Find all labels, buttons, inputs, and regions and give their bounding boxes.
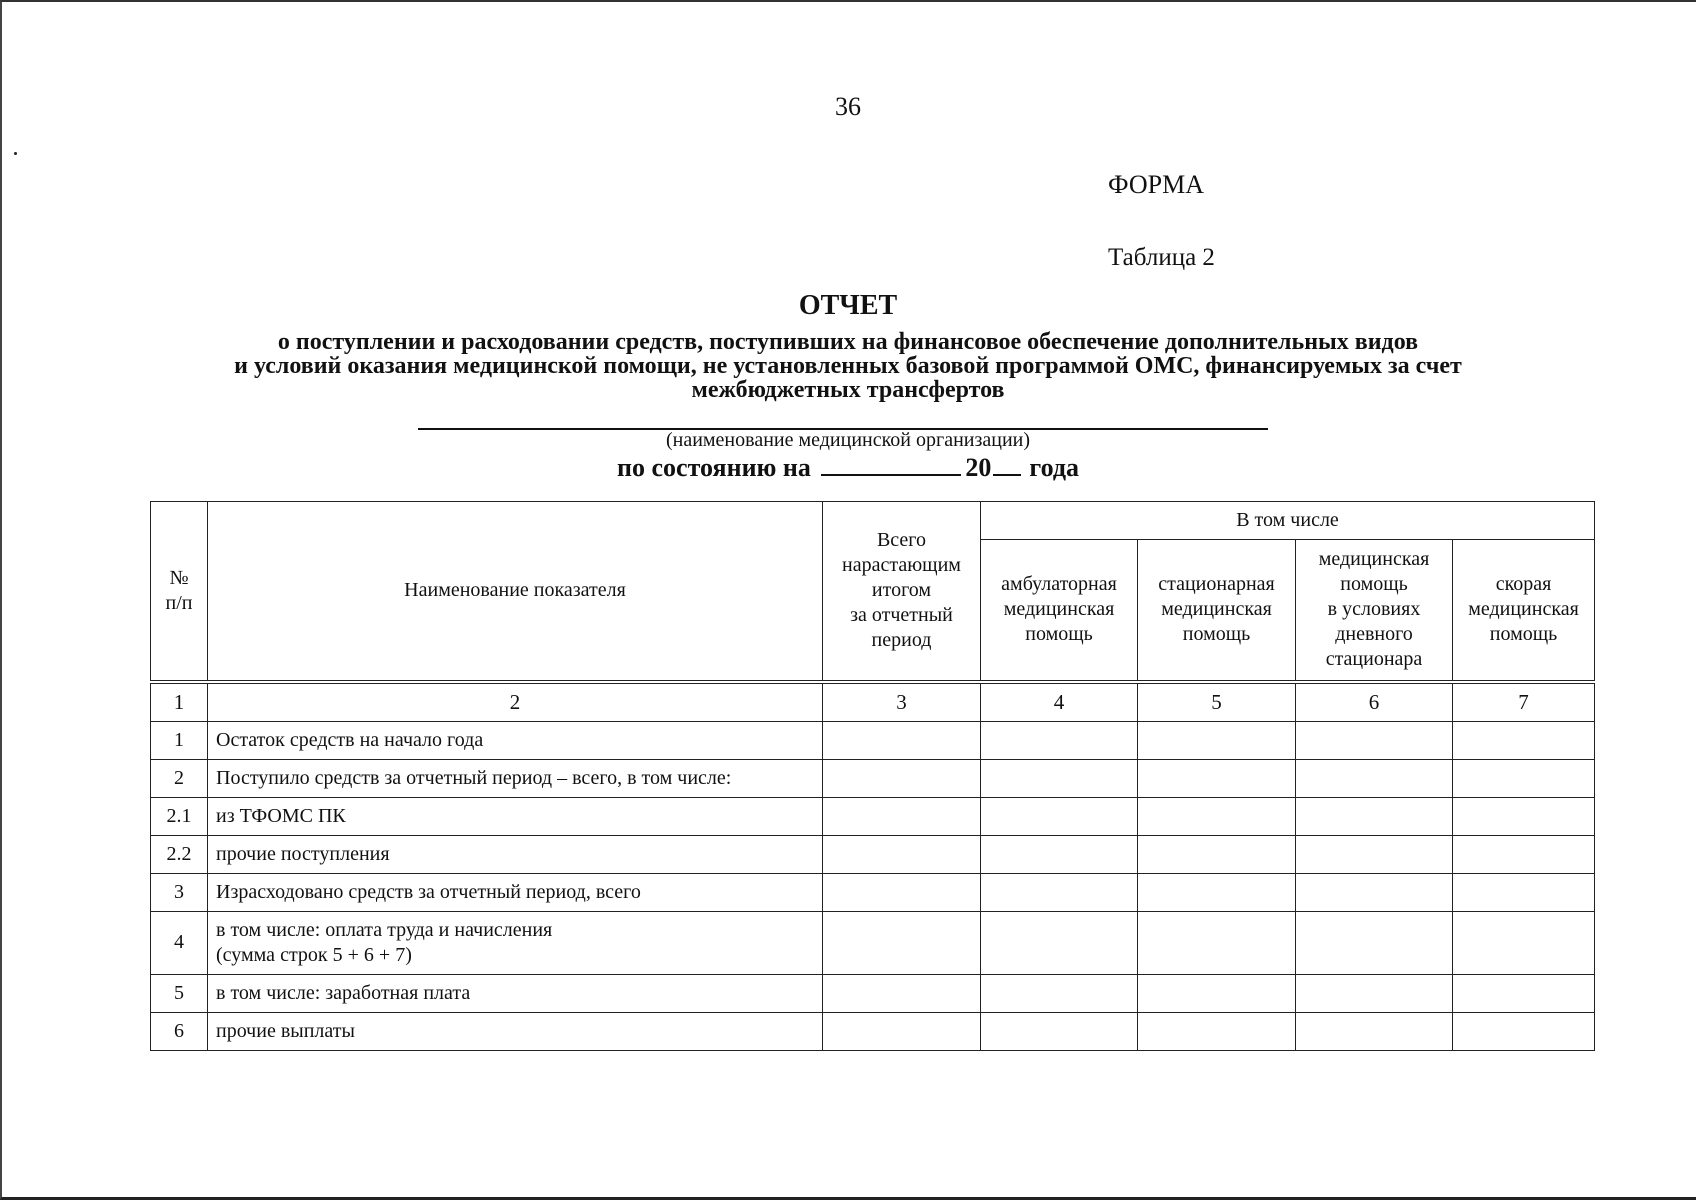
table-row: [151, 1012, 1595, 1050]
value-cell[interactable]: [823, 835, 981, 873]
table-row: [151, 974, 1595, 1012]
value-cell[interactable]: [981, 797, 1138, 835]
value-cell[interactable]: [981, 759, 1138, 797]
table-row: [151, 721, 1595, 759]
value-cell[interactable]: [1453, 1012, 1595, 1050]
row-number: 6: [151, 1012, 208, 1050]
value-cell[interactable]: [823, 1012, 981, 1050]
header-inpatient: стационарная медицинская помощь: [1138, 540, 1296, 682]
value-cell[interactable]: [1453, 797, 1595, 835]
value-cell[interactable]: [1296, 797, 1453, 835]
as-of-prefix: по состоянию на: [617, 453, 811, 482]
page-number: 36: [835, 92, 861, 121]
column-number-row: [151, 682, 1595, 722]
value-cell[interactable]: [1296, 1012, 1453, 1050]
value-cell[interactable]: [1453, 974, 1595, 1012]
scan-speck: [14, 152, 17, 155]
header-day-hospital: медицинская помощь в условиях дневного стационара: [1296, 540, 1453, 682]
table-row: [151, 873, 1595, 911]
column-number: 7: [1453, 682, 1595, 722]
value-cell[interactable]: [823, 759, 981, 797]
report-table: [150, 501, 1595, 1051]
value-cell[interactable]: [823, 911, 981, 974]
table-label: Таблица 2: [1108, 244, 1215, 271]
header-including-group: В том числе: [981, 502, 1595, 540]
value-cell[interactable]: [823, 873, 981, 911]
column-number: 2: [208, 682, 823, 722]
value-cell[interactable]: [1453, 759, 1595, 797]
value-cell[interactable]: [1296, 759, 1453, 797]
indicator-name: в том числе: заработная плата: [208, 974, 823, 1012]
value-cell[interactable]: [1453, 911, 1595, 974]
subtitle-line-1: о поступлении и расходовании средств, поступивших на финансовое обеспечение дополнительных видов: [277, 329, 1419, 355]
value-cell[interactable]: [1296, 911, 1453, 974]
indicator-name: прочие поступления: [208, 835, 823, 873]
value-cell[interactable]: [981, 1012, 1138, 1050]
organization-caption: (наименование медицинской организации): [665, 429, 1031, 451]
indicator-name: прочие выплаты: [208, 1012, 823, 1050]
value-cell[interactable]: [981, 974, 1138, 1012]
row-number: 4: [151, 911, 208, 974]
value-cell[interactable]: [1296, 835, 1453, 873]
header-ambulatory: амбулаторная медицинская помощь: [981, 540, 1138, 682]
header-total: Всего нарастающим итогом за отчетный период: [823, 502, 981, 682]
value-cell[interactable]: [1296, 974, 1453, 1012]
value-cell[interactable]: [1138, 759, 1296, 797]
value-cell[interactable]: [1453, 721, 1595, 759]
row-number: 2: [151, 759, 208, 797]
report-title: ОТЧЕТ: [798, 290, 898, 321]
header-indicator-name: Наименование показателя: [208, 502, 823, 682]
row-number: 2.1: [151, 797, 208, 835]
as-of-suffix: года: [1029, 453, 1079, 482]
value-cell[interactable]: [1453, 835, 1595, 873]
column-number: 6: [1296, 682, 1453, 722]
value-cell[interactable]: [1138, 1012, 1296, 1050]
table-row: [151, 797, 1595, 835]
value-cell[interactable]: [1138, 911, 1296, 974]
year-prefix: 20: [965, 453, 992, 482]
indicator-name: в том числе: оплата труда и начисления (сумма строк 5 + 6 + 7): [208, 911, 823, 974]
value-cell[interactable]: [1138, 721, 1296, 759]
header-emergency: скорая медицинская помощь: [1453, 540, 1595, 682]
value-cell[interactable]: [981, 911, 1138, 974]
value-cell[interactable]: [981, 835, 1138, 873]
table-row: [151, 835, 1595, 873]
row-number: 5: [151, 974, 208, 1012]
value-cell[interactable]: [1138, 974, 1296, 1012]
value-cell[interactable]: [823, 797, 981, 835]
value-cell[interactable]: [981, 873, 1138, 911]
as-of-date-row: [0, 450, 1696, 483]
value-cell[interactable]: [1138, 873, 1296, 911]
year-blank[interactable]: [993, 450, 1021, 476]
report-subtitle: [100, 330, 1596, 402]
subtitle-line-2: и условий оказания медицинской помощи, не установленных базовой программой ОМС, финансируемых за счет: [234, 353, 1462, 379]
indicator-name: Поступило средств за отчетный период – всего, в том числе:: [208, 759, 823, 797]
value-cell[interactable]: [1138, 835, 1296, 873]
value-cell[interactable]: [1138, 797, 1296, 835]
indicator-name: Израсходовано средств за отчетный период, всего: [208, 873, 823, 911]
value-cell[interactable]: [823, 974, 981, 1012]
column-number: 1: [151, 682, 208, 722]
row-number: 1: [151, 721, 208, 759]
date-blank[interactable]: [821, 450, 961, 476]
column-number: 4: [981, 682, 1138, 722]
value-cell[interactable]: [823, 721, 981, 759]
row-number: 3: [151, 873, 208, 911]
value-cell[interactable]: [1296, 721, 1453, 759]
subtitle-line-3: межбюджетных трансфертов: [691, 377, 1005, 403]
indicator-name: из ТФОМС ПК: [208, 797, 823, 835]
value-cell[interactable]: [981, 721, 1138, 759]
header-row-number: № п/п: [151, 502, 208, 682]
header-row-1: [151, 502, 1595, 540]
form-label: ФОРМА: [1108, 170, 1204, 199]
table-row: [151, 759, 1595, 797]
table-row: [151, 911, 1595, 974]
row-number: 2.2: [151, 835, 208, 873]
column-number: 3: [823, 682, 981, 722]
indicator-name: Остаток средств на начало года: [208, 721, 823, 759]
column-number: 5: [1138, 682, 1296, 722]
value-cell[interactable]: [1296, 873, 1453, 911]
value-cell[interactable]: [1453, 873, 1595, 911]
